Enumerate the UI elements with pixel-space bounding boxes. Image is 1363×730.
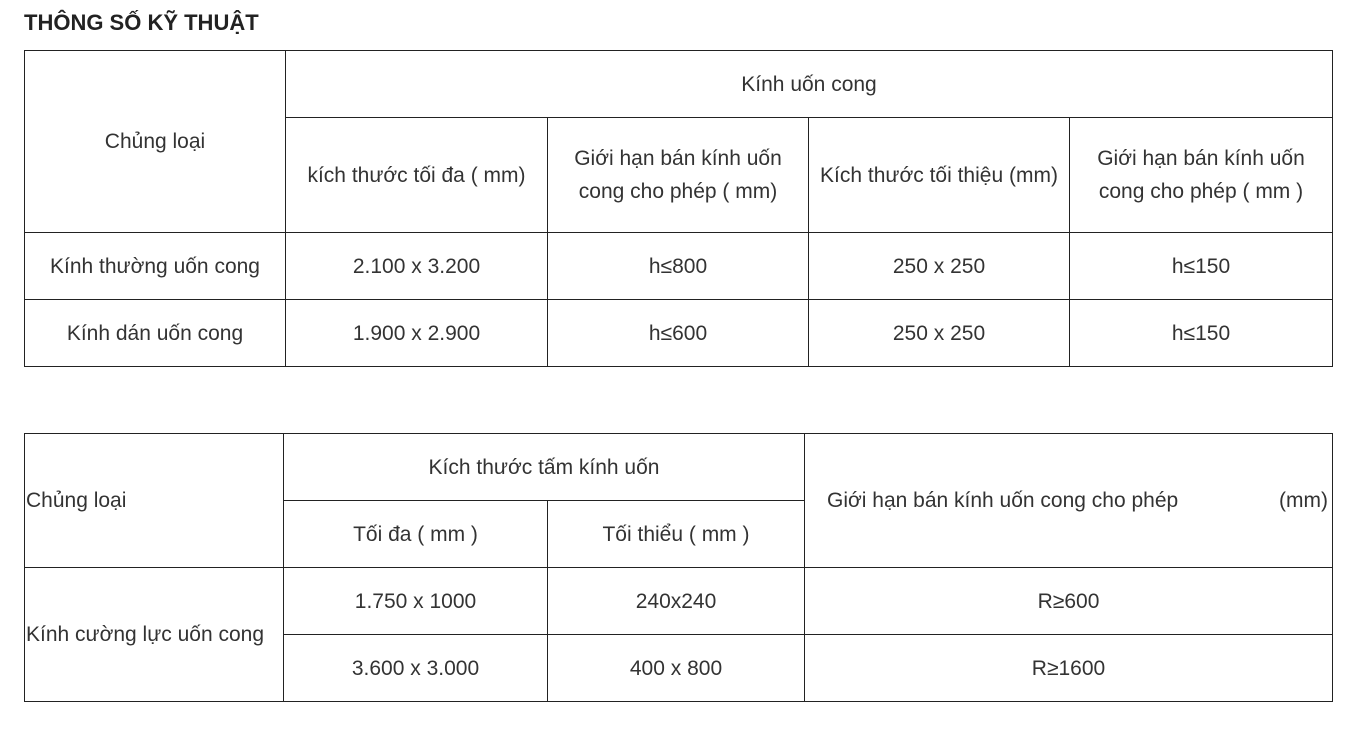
table-row: [25, 300, 1333, 367]
column-header-min: Tối thiểu ( mm ): [548, 501, 805, 568]
cell-min: 240x240: [548, 568, 805, 635]
table-header-row: [25, 434, 1333, 501]
cell-min-radius-limit: h≤150: [1070, 233, 1333, 300]
cell-min-radius-limit: h≤150: [1070, 300, 1333, 367]
column-header-max-radius-limit: Giới hạn bán kính uốn cong cho phép ( mm): [548, 118, 809, 233]
radius-limit-header-label: Giới hạn bán kính uốn cong cho phép: [827, 489, 1179, 512]
column-header-max-size: kích thước tối đa ( mm): [286, 118, 548, 233]
cell-radius-limit: R≥1600: [805, 635, 1333, 702]
cell-max: 1.750 x 1000: [284, 568, 548, 635]
cell-max-radius-limit: h≤600: [548, 300, 809, 367]
group-header: Kích thước tấm kính uốn: [284, 434, 805, 501]
radius-limit-header: [805, 434, 1333, 568]
table-row: [25, 233, 1333, 300]
cell-max: 3.600 x 3.000: [284, 635, 548, 702]
cell-max-radius-limit: h≤800: [548, 233, 809, 300]
type-header: Chủng loại: [25, 51, 286, 233]
cell-min: 400 x 800: [548, 635, 805, 702]
radius-limit-header-unit: (mm): [1279, 489, 1329, 512]
row-type: Kính cường lực uốn cong: [25, 568, 284, 702]
row-type: Kính thường uốn cong: [25, 233, 286, 300]
cell-max-size: 1.900 x 2.900: [286, 300, 548, 367]
type-header: Chủng loại: [25, 434, 284, 568]
column-header-min-radius-limit: Giới hạn bán kính uốn cong cho phép ( mm ): [1070, 118, 1333, 233]
table-row: [25, 568, 1333, 635]
column-header-min-size: Kích thước tối thiệu (mm): [809, 118, 1070, 233]
cell-min-size: 250 x 250: [809, 233, 1070, 300]
cell-max-size: 2.100 x 3.200: [286, 233, 548, 300]
cell-min-size: 250 x 250: [809, 300, 1070, 367]
table-header-row: [25, 51, 1333, 118]
group-header: Kính uốn cong: [286, 51, 1333, 118]
column-header-max: Tối đa ( mm ): [284, 501, 548, 568]
tempered-bent-glass-table: [24, 433, 1333, 702]
page-title: THÔNG SỐ KỸ THUẬT: [24, 10, 259, 35]
row-type: Kính dán uốn cong: [25, 300, 286, 367]
cell-radius-limit: R≥600: [805, 568, 1333, 635]
bent-glass-spec-table: [24, 50, 1333, 367]
